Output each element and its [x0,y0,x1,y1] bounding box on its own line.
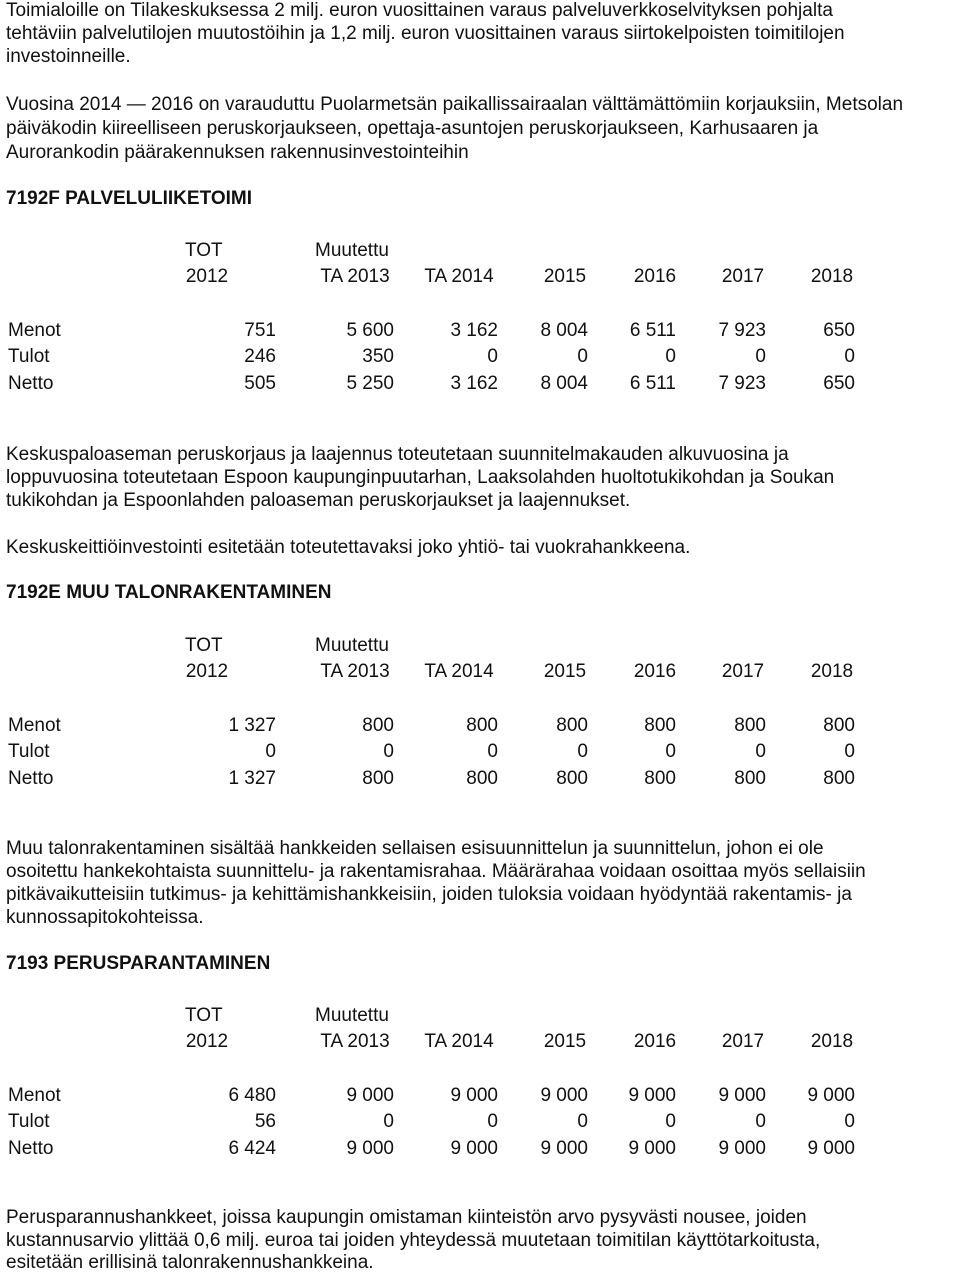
table-cell: 800 [644,715,676,736]
table-cell: 5 250 [346,373,394,394]
column-header-top: Muutettu [315,635,389,656]
note-line: esitetään erillisinä talonrakennushankkeina. [6,1252,374,1273]
table-cell: 8 004 [540,373,588,394]
note-line: tukikohdan ja Espoonlahden paloaseman peruskorjaukset ja laajennukset. [6,490,631,511]
table-cell: 9 000 [540,1138,588,1159]
table-cell: 800 [556,715,588,736]
row-label: Netto [8,373,54,394]
column-header: 2016 [633,266,677,287]
table-cell: 0 [844,1111,855,1132]
table-cell: 6 480 [228,1085,276,1106]
table-cell: 0 [487,1111,498,1132]
table-cell: 505 [244,373,276,394]
row-label: Tulot [8,346,50,367]
table-cell: 800 [556,768,588,789]
table-cell: 800 [362,768,394,789]
table-cell: 350 [362,346,394,367]
table-cell: 0 [755,346,766,367]
column-header-top: TOT [185,240,223,261]
table-cell: 9 000 [628,1085,676,1106]
table-cell: 246 [244,346,276,367]
table-cell: 800 [644,768,676,789]
table-cell: 6 424 [228,1138,276,1159]
row-label: Menot [8,320,61,341]
paragraph-line: päiväkodin kiireelliseen peruskorjaukseen, opettaja-asuntojen peruskorjaukseen, Karhusaaren ja [6,118,819,139]
column-header: 2016 [633,1031,677,1052]
column-header: 2018 [810,661,854,682]
column-header: TA 2014 [424,661,494,682]
note-line: Perusparannushankkeet, joissa kaupungin omistaman kiinteistön arvo pysyvästi nousee, joiden [6,1207,807,1228]
column-header: 2015 [543,661,587,682]
table-cell: 9 000 [628,1138,676,1159]
table-cell: 9 000 [718,1085,766,1106]
section-heading: 7192E MUU TALONRAKENTAMINEN [6,582,332,603]
table-cell: 0 [844,741,855,762]
row-label: Tulot [8,1111,50,1132]
row-label: Menot [8,715,61,736]
table-cell: 1 327 [228,768,276,789]
table-cell: 8 004 [540,320,588,341]
column-header: TA 2013 [320,1031,390,1052]
column-header: 2012 [185,266,229,287]
table-cell: 650 [823,373,855,394]
column-header: 2018 [810,1031,854,1052]
column-header: 2012 [185,1031,229,1052]
table-cell: 9 000 [807,1138,855,1159]
table-cell: 0 [665,1111,676,1132]
table-cell: 9 000 [450,1085,498,1106]
row-label: Tulot [8,741,50,762]
table-cell: 9 000 [346,1085,394,1106]
note-line: Keskuspaloaseman peruskorjaus ja laajennus toteutetaan suunnitelmakauden alkuvuosina ja [6,444,789,465]
column-header-top: TOT [185,1005,223,1026]
column-header: 2017 [721,661,765,682]
table-cell: 0 [487,346,498,367]
table-cell: 9 000 [718,1138,766,1159]
column-header: 2017 [721,1031,765,1052]
note-line: loppuvuosina toteutetaan Espoon kaupunginpuutarhan, Laaksolahden huoltotukikohdan ja Soukan [6,467,835,488]
table-cell: 0 [265,741,276,762]
table-cell: 9 000 [450,1138,498,1159]
column-header-top: Muutettu [315,1005,389,1026]
table-cell: 56 [254,1111,276,1132]
paragraph-line: Aurorankodin päärakennuksen rakennusinvestointeihin [6,142,469,163]
intro-line: tehtäviin palvelutilojen muutostöihin ja 1,2 milj. euron vuosittainen varaus siirtokelpoisten toimitilojen [6,23,845,44]
column-header: 2017 [721,266,765,287]
table-cell: 800 [823,715,855,736]
table-cell: 800 [362,715,394,736]
intro-line: Toimialoille on Tilakeskuksessa 2 milj. euron vuosittainen varaus palveluverkkoselvityksen pohjalta [6,0,833,21]
column-header: 2015 [543,1031,587,1052]
column-header-top: Muutettu [315,240,389,261]
table-cell: 7 923 [718,373,766,394]
note-line: pitkävaikutteisiin tutkimus- ja kehittämishankkeisiin, joiden tuloksia voidaan hyödyntää rakentamis- ja [6,884,852,905]
table-cell: 0 [383,1111,394,1132]
table-cell: 9 000 [540,1085,588,1106]
column-header: 2015 [543,266,587,287]
table-cell: 0 [577,741,588,762]
table-cell: 800 [466,768,498,789]
table-cell: 9 000 [807,1085,855,1106]
column-header: TA 2014 [424,1031,494,1052]
column-header: TA 2013 [320,266,390,287]
column-header: 2018 [810,266,854,287]
column-header: TA 2014 [424,266,494,287]
table-cell: 9 000 [346,1138,394,1159]
column-header-top: TOT [185,635,223,656]
intro-line: investoinneille. [6,46,131,67]
table-cell: 0 [577,346,588,367]
column-header: 2012 [185,661,229,682]
paragraph-line: Vuosina 2014 — 2016 on varauduttu Puolarmetsän paikallissairaalan välttämättömiin korjauksiin, Metsolan [6,94,904,115]
table-cell: 0 [487,741,498,762]
section-heading: 7192F PALVELULIIKETOIMI [6,188,252,209]
table-cell: 0 [844,346,855,367]
table-cell: 751 [244,320,276,341]
table-cell: 6 511 [629,320,676,341]
row-label: Menot [8,1085,61,1106]
table-cell: 0 [577,1111,588,1132]
note-line: Muu talonrakentaminen sisältää hankkeiden sellaisen esisuunnittelun ja suunnittelun, johon ei ole [6,838,824,859]
table-cell: 0 [665,346,676,367]
table-cell: 800 [734,768,766,789]
note-line: osoitettu hankekohtaista suunnittelu- ja rakentamisrahaa. Määrärahaa voidaan osoittaa myös sellaisiin [6,861,866,882]
section-heading: 7193 PERUSPARANTAMINEN [6,953,271,974]
table-cell: 0 [755,1111,766,1132]
table-cell: 800 [823,768,855,789]
table-cell: 0 [755,741,766,762]
column-header: TA 2013 [320,661,390,682]
column-header: 2016 [633,661,677,682]
table-cell: 0 [383,741,394,762]
note-line: kustannusarvio ylittää 0,6 milj. euroa tai joiden yhteydessä muutetaan toimitilan käyttötarkoitusta, [6,1230,821,1251]
table-cell: 3 162 [450,320,498,341]
row-label: Netto [8,1138,54,1159]
table-cell: 7 923 [718,320,766,341]
table-cell: 6 511 [629,373,676,394]
table-cell: 1 327 [228,715,276,736]
table-cell: 5 600 [346,320,394,341]
table-cell: 3 162 [450,373,498,394]
note-line: Keskuskeittiöinvestointi esitetään toteutettavaksi joko yhtiö- tai vuokrahankkeena. [6,537,691,558]
table-cell: 0 [665,741,676,762]
table-cell: 650 [823,320,855,341]
table-cell: 800 [734,715,766,736]
row-label: Netto [8,768,54,789]
note-line: kunnossapitokohteissa. [6,907,204,928]
table-cell: 800 [466,715,498,736]
